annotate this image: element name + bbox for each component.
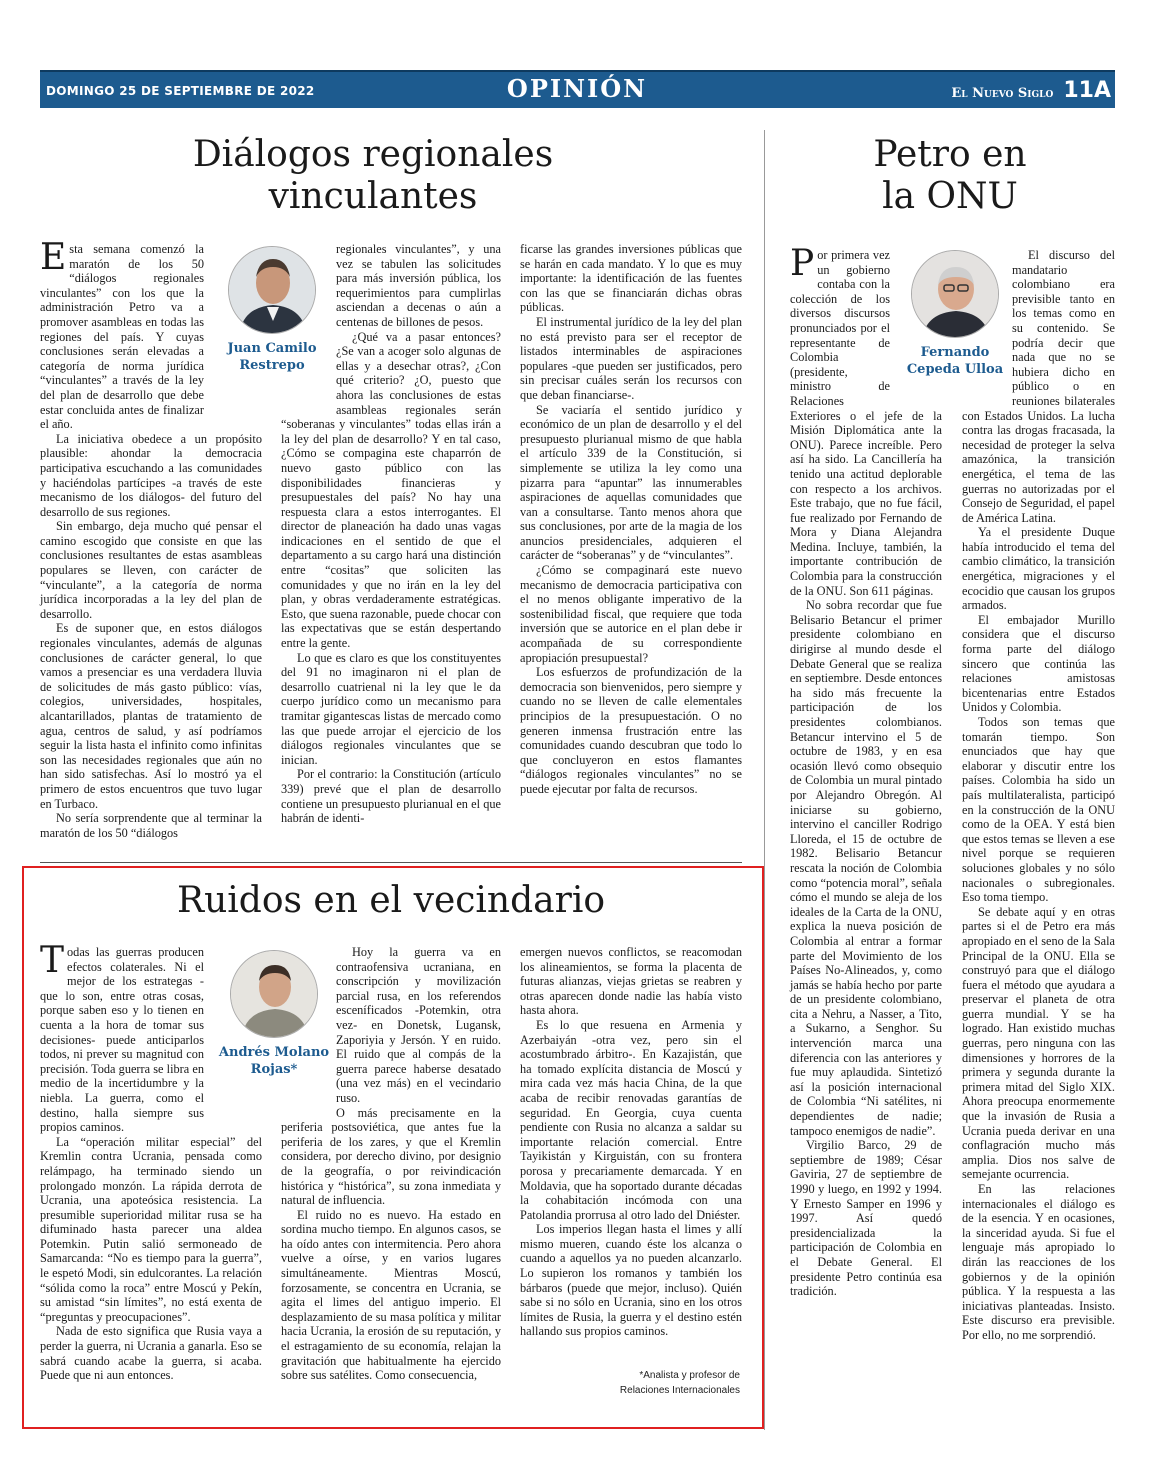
paragraph: regionales vinculantes”, y una vez se tabulen las solicitudes para más inversión pública, los requerimientos para cumplirlas asciendan a decenas o aún a centenas de billones de pesos.: [336, 242, 501, 329]
paragraph: ficarse las grandes inversiones públicas que se harán en cada mandato. Y lo que es muy importante: la identificación de las fuentes con las que se financiarán dichas obras públicas.: [520, 242, 742, 315]
dropcap: T: [40, 940, 65, 981]
paragraph: O más precisamente en la periferia postsoviética, que antes fue la periferia de los zares, y que el Kremlin considera, por derecho divino, por designio de la geografía, o por reivindicación histórica y “histórica”, su zona inmediata y natural de influencia.: [281, 1105, 501, 1208]
paragraph: Nada de esto significa que Rusia vaya a perder la guerra, ni Ucrania a ganarla. Eso se sabrá cuando acabe la guerra, si acaba. Puede que ni aun entonces.: [40, 1324, 262, 1383]
paragraph: Los imperios llegan hasta el limes y allí mismo mueren, cuando éste los alcanza o cuando a aquellos ya no pueden alcanzarlo. Lo supieron los romanos y también los bárbaros (puede que mejor, incluso). Quién sabe si no sólo en Ucrania, sino en los otros límites de Rusia, la guerra y el destino estén hallando sus propios caminos.: [520, 1222, 742, 1339]
paragraph: ¿Qué va a pasar entonces? ¿Se van a acoger solo algunas de ellas y a desechar otras?, ¿Con qué criterio? ¿O, puesto que ahora las conclusiones de estas asambleas regionales serán “soberanas y vinculantes” todas ellas irán a la ley del plan de desarrollo? Y en tal caso, ¿Cómo se compagina este chaparrón de nuevo gasto público con las disponibilidades financieras y presupuestales del país? No hay una respuesta clara a estos interrogantes. El director de planeación ha dado unas vagas indicaciones en el sentido de que el departamento a su cargo hará una distinción entre “cositas” que soliciten las comunidades y que no irán en la ley del plan, y obras verdaderamente estratégicas. Esto, que suena razonable, puede chocar con las expectativas que se están despertando entre la gente.: [281, 329, 501, 651]
article1-column-1: [40, 237, 262, 840]
paragraph: Sin embargo, deja mucho qué pensar el camino escogido que consiste en que las conclusiones resultantes de estas asambleas populares se lleven, con carácter de “vinculante”, a la categoría de norma jurídica incorporadas a la ley del plan de desarrollo.: [40, 519, 262, 621]
article1-column-2: [281, 242, 501, 826]
paragraph: emergen nuevos conflictos, se reacomodan los alineamientos, se forma la placenta de futuras alianzas, viejas grietas se reabren y otras aparecen donde nadie las había visto hasta ahora.: [520, 945, 742, 1018]
paragraph: El embajador Murillo considera que el discurso forma parte del diálogo sincero que continúa las relaciones amistosas bicentenarias entre Estados Unidos y Colombia.: [962, 612, 1115, 715]
paragraph: Se debate aquí y en otras partes si el de Petro era más apropiado en el seno de la Sala Principal de la ONU. Ella se construyó para que el diálogo fuera el método que ayudara a preservar el planeta de otra guerra mundial. Y se ha logrado. Han existido muchas guerras, pero ninguna con las dimensiones y horrores de la primera y segunda durante la primera mitad del Siglo XIX. Ahora preocupa enormemente que la invasión de Rusia a Ucrania pueda derivar en una conflagración mucho más amplia. Dios nos salve de semejante ocurrencia.: [962, 904, 1115, 1182]
article2-title: Ruidos en el vecindario: [176, 880, 606, 921]
paragraph: Ya el presidente Duque había introducido el tema del cambio climático, la transición energética, migraciones y el ecocidio que causan los grupos armados.: [962, 525, 1115, 613]
newspaper-brand: El Nuevo Siglo: [951, 86, 1054, 101]
header-masthead: [951, 78, 1111, 103]
article2-lead-paragraph: Todas las guerras producen efectos colaterales. Ni el mejor de los estrategas -que lo son, entre otras cosas, porque saben eso y lo tienen en cuenta a la hora de tomar sus decisiones- puede anticiparlos todos, ni prever su magnitud con precisión. Toda guerra se libra en medio de la incertidumbre y la niebla. La guerra, como el destino, halla siempre sus propios caminos.: [40, 940, 204, 1135]
paragraph: El discurso del mandatario colombiano era previsible tanto en los temas como en su contenido. Se podría decir que nada que no se hubiera dicho en público o en reuniones bilaterales con Estados Unidos. La lucha contra las drogas fracasada, la necesidad de proteger la selva amazónica, la transición energética, el tema de las guerras no autorizadas por el Consejo de Seguridad, el papel de América Latina.: [962, 248, 1115, 525]
article3-column-2: [962, 248, 1115, 1343]
article1-title: Diálogos regionales vinculantes: [192, 134, 554, 218]
paragraph: Hoy la guerra va en contraofensiva ucraniana, en conscripción y movilización parcial rusa, en los referendos esceníficados -Potemkin, otra vez- en Donetsk, Lugansk, Zaporiyia y Jersón. Y en ruido. El ruido que al compás de la guerra parece haberse desatado (una vez más) en el vecindario ruso.: [336, 945, 501, 1105]
column-divider: [764, 130, 765, 1430]
article3-author: Fernando Cepeda Ulloa: [900, 250, 1010, 378]
page-number: 11A: [1063, 78, 1111, 103]
paragraph: Es lo que resuena en Armenia y Azerbaiyán -otra vez, pero sin el acostumbrado árbitro-. En Kazajistán, que ha tomado explícita distancia de Moscú y mira cada vez más hacia China, de la que acaba de recibir renovadas garantías de seguridad. En Georgia, cuya cuenta pendiente con Rusia no alcanza a saldar su importante relación comercial. Entre Tayikistán y Kirguistán, con su frontera porosa y precariamente demarcada. Y en Moldavia, que ha soportado durante décadas la cohabitación incómoda con una Patolandia prorrusa al otro lado del Dniéster.: [520, 1017, 742, 1222]
article-divider: [40, 862, 742, 863]
paragraph: Virgilio Barco, 29 de septiembre de 1989; César Gaviria, 27 de septiembre de 1990 y luego, en 1992 y 1994. Y Ernesto Samper en 1996 y 1997. Así quedó presidencializada la participación de Colombia en el Debate General. El presidente Petro continúa esa tradición.: [790, 1138, 942, 1299]
paragraph: Es de suponer que, en estos diálogos regionales vinculantes, además de algunas conclusiones de carácter general, lo que vamos a presenciar es una verdadera lluvia de solicitudes de más gasto público: vías, colegios, universidades, hospitales, alcantarillados, plantas de tratamiento de agua, centros de salud, y así podríamos seguir la lista hasta el infinito como infinitas son las necesidades regionales que aún no han sido satisfechas. Así lo mostró ya el primero de estos encuentros que tuvo lugar en Turbaco.: [40, 621, 262, 811]
paragraph: Por el contrario: la Constitución (artículo 339) prevé que el plan de desarrollo contiene un presupuesto plurianual en el que habrán de identi-: [281, 767, 501, 826]
paragraph: El instrumental jurídico de la ley del plan no está previsto para ser el receptor de listados interminables de aspiraciones populares -que pueden ser justificados, pero sin precisar cuáles serán los recursos con que deban financiarse-.: [520, 314, 742, 402]
dropcap: P: [790, 243, 815, 284]
dropcap: E: [40, 237, 67, 278]
paragraph: En las relaciones internacionales el diálogo es de la esencia. Y en ocasiones, la sinceridad ayuda. Si fue el lenguaje más apropiado lo dirán las reacciones de los gobiernos y de la opinión pública. Y la respuesta a las iniciativas planteadas. Insisto. Este discurso era previsible. Por ello, no me sorprendió.: [962, 1182, 1115, 1342]
section-title: OPINIÓN: [506, 74, 648, 103]
article1-author: Juan Camilo Restrepo: [222, 246, 322, 374]
article1-lead-paragraph: Esta semana comenzó la maratón de los 50 “diálogos regionales vinculantes” con los que la administración Petro va a promover asambleas en todas las regiones del país. Y cuyas conclusiones serán elevadas a categoría de norma jurídica “vinculantes” a través de la ley del plan de desarrollo que debe estar concluida antes de finalizar el año.: [40, 237, 204, 432]
article1-column-3: [520, 242, 742, 797]
paragraph: Todos son temas que tomarán tiempo. Son enunciados que hay que elaborar y discutir entre los países. Colombia ha sido un país multilateralista, participó en la construcción de la ONU como de la OEA. Y está bien que estos temas se lleven a ese nivel porque se requieren soluciones globales y no sólo nacionales o subregionales. Eso toma tiempo.: [962, 715, 1115, 905]
author-footnote: *Analista y profesor de Relaciones Internacionales: [619, 1370, 740, 1396]
article2-column-3: [520, 945, 742, 1339]
article2-author: Andrés Molano Rojas*: [214, 950, 334, 1078]
article3-title: Petro en la ONU: [873, 134, 1027, 218]
header-date: DOMINGO 25 DE SEPTIEMBRE DE 2022: [46, 84, 315, 98]
article2-column-1: [40, 940, 262, 1383]
paragraph: La “operación militar especial” del Kremlin contra Ucrania, pensada como relámpago, ha terminado siendo un prolongado monzón. La rápida derrota de Ucrania, una apoteósica resistencia. La presumible superioridad militar rusa se ha difuminado hasta parecer una aldea Potemkin. Putin salió sermoneado de Samarcanda: “No es tiempo para la guerra”, le espetó Modi, sin edulcorantes. La relación “sólida como la roca” entre Moscú y Pekín, su amistad “sin límites”, no está exenta de “preguntas y preocupaciones”.: [40, 1134, 262, 1324]
paragraph: No sobra recordar que fue Belisario Betancur el primer presidente colombiano en dirigirse al mundo desde el Debate General que se realiza en septiembre. Desde entonces ha sido más frecuente la participación de los presidentes colombianos. Betancur intervino el 5 de octubre de 1983, y en esa ocasión llevó como obsequio de Colombia un mural pintado por Alejandro Obregón. Al iniciarse su gobierno, intervino el canciller Rodrigo Lloreda, el 15 de octubre de 1982. Belisario Betancur rescata la noción de Colombia como “potencia moral”, señala cómo el mundo se aleja de los ideales de la Carta de la ONU, explica la nueva posición de Colombia al entrar a formar parte del Movimiento de los Países No-Alineados, y, como jamás se había hecho por parte de un presidente colombiano, cita a Nehru, a Nasser, a Tito, a Sukarno, a Senghor. Su intervención marca una diferencia con las anteriores y fue muy aplaudida. Sintetizó así la posición internacional de Colombia “Ni satélites, ni dependientes de nadie; tampoco enemigos de nadie”.: [790, 598, 942, 1138]
article3-column-1: [790, 243, 942, 1299]
paragraph: Se vaciaría el sentido jurídico y económico de un plan de desarrollo y el del presupuesto plurianual mismo de que habla el artículo 339 de la Constitución, si simplemente se utiliza la ley como una pizarra para “apuntar” las innumerables aspiraciones de aquellas comunidades que van a consultarse. Tanto menos ahora que sus conclusiones, por arte de la magia de los anuncios presidenciales, adquieren el carácter de “soberanas” y de “vinculantes”.: [520, 402, 742, 563]
paragraph: Los esfuerzos de profundización de la democracia son bienvenidos, pero siempre y cuando no se lleven de calle elementales principios de la presupuestación. O no generen inmensa frustración entre las comunidades cuando descubran que todo lo que concluyeron en estos flamantes “diálogos regionales vinculantes” no se puede ejecutar por falta de recursos.: [520, 665, 742, 796]
paragraph: La iniciativa obedece a un propósito plausible: ahondar la democracia participativa escuchando a las comunidades y haciéndolas partícipes -a través de este mecanismo de los diálogos- del futuro del desarrollo de sus regiones.: [40, 431, 262, 519]
paragraph: No sería sorprendente que al terminar la maratón de los 50 “diálogos: [40, 811, 262, 840]
paragraph: El ruido no es nuevo. Ha estado en sordina mucho tiempo. En algunos casos, se ha oído antes con intermitencia. Pero ahora vuelve a oírse, y en varios lugares simultáneamente. Mientras Moscú, forzosamente, se concentra en Ucrania, se agita el limes del antiguo imperio. El desplazamiento de su masa política y militar hacia Ucrania, la erosión de su reputación, y el estragamiento de su economía, relajan la gravitación que habitualmente ha ejercido sobre sus satélites. Como consecuencia,: [281, 1207, 501, 1383]
article3-lead-paragraph: Por primera vez un gobierno contaba con la colección de los diversos discursos pronunciados por el representante de Colombia (presidente, ministro de Relaciones Exteriores o el jefe de la Misión Diplomática ante la ONU). Parece increíble. Pero así ha sido. La Cancillería ha tenido una actitud deplorable con respecto a los archivos. Este trabajo, que no fue fácil, fue realizado por Fernando de Mora y Diana Alejandra Medina. Incluye, también, la importante contribución de Colombia para la construcción de la ONU. Son 611 páginas.: [790, 243, 942, 598]
article2-column-2: [281, 945, 501, 1383]
paragraph: Lo que es claro es que los constituyentes del 91 no imaginaron ni el plan de desarrollo cuatrienal ni la ley que le da cuerpo jurídico como un mecanismo para tramitar gigantescas listas de mercado como las que puede arrojar el ejercicio de los diálogos regionales vinculantes que se inician.: [281, 650, 501, 767]
paragraph: ¿Cómo se compaginará este nuevo mecanismo de democracia participativa con el no menos obligante imperativo de la sostenibilidad fiscal, que requiere que toda inversión que se autorice en el plan debe ir acompañada de su correspondiente apropiación presupuestal?: [520, 563, 742, 665]
